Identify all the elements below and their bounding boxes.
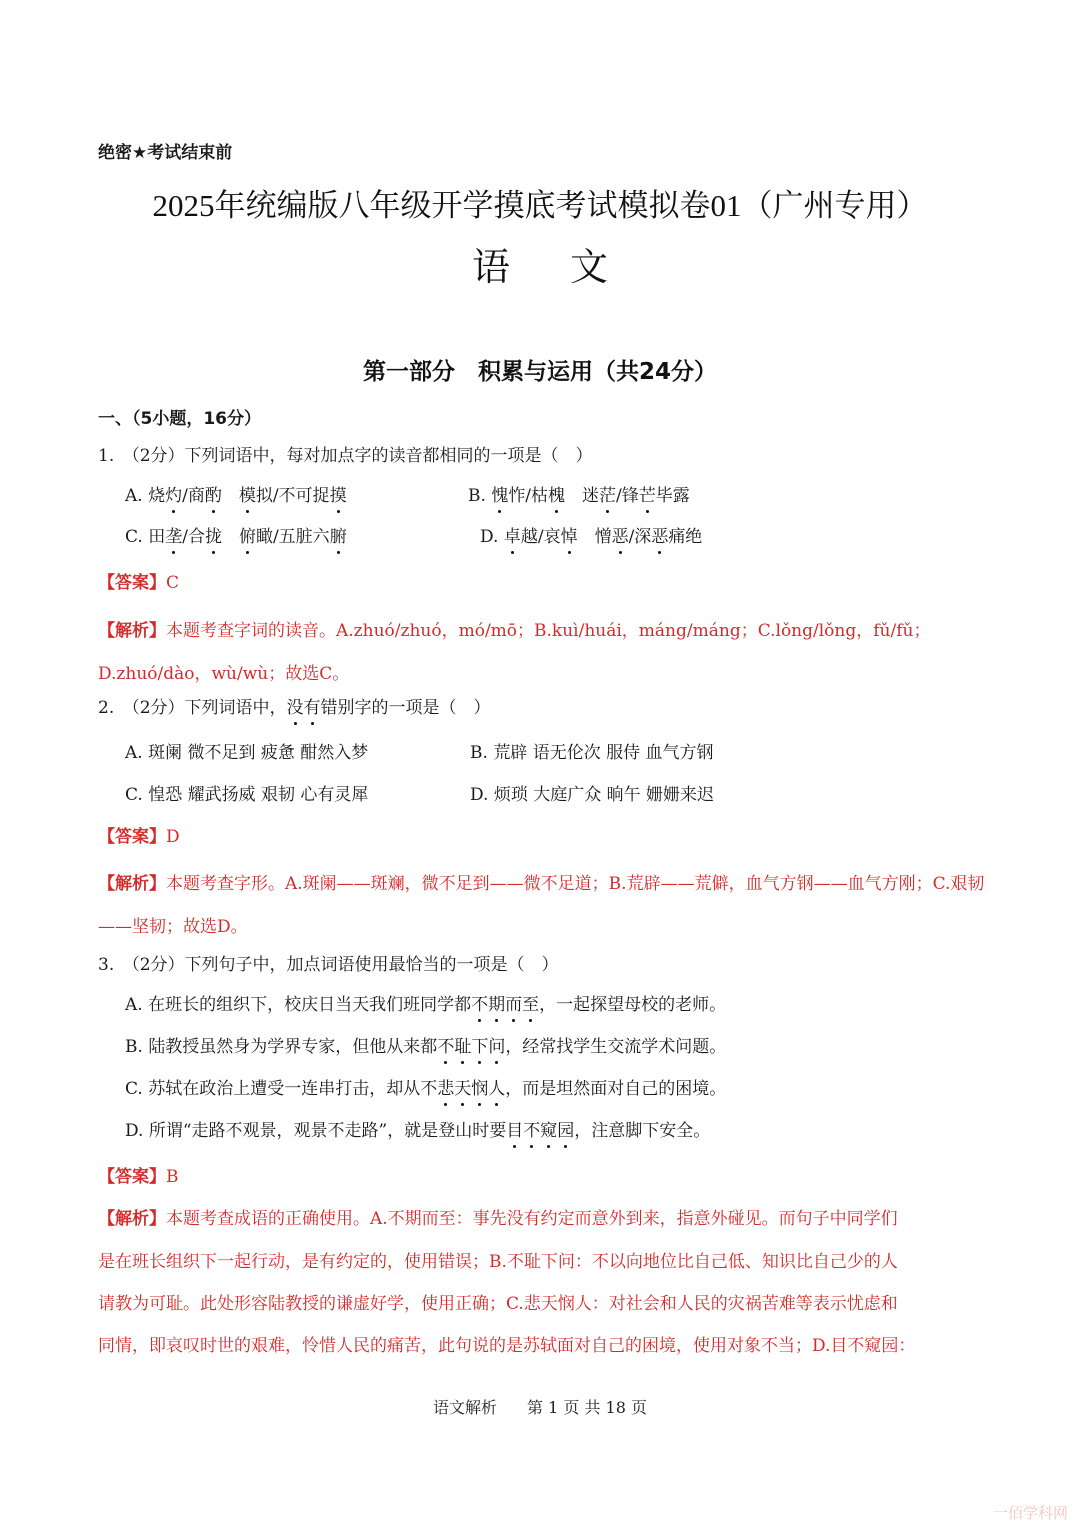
- option-label: B.: [470, 743, 488, 763]
- answer-value: B: [166, 1167, 179, 1187]
- emphasized-char: 而: [505, 990, 522, 1015]
- analysis-text: 本题考查字词的读音。A.zhuó/zhuó，mó/mō；B.kuì/huái，máng/máng；C.lǒng/lǒng，fǔ/fǔ；D.zhuó/dào，wù/wù；故选C。: [98, 621, 931, 684]
- part-title: 第一部分 积累与运用（共24分）: [362, 359, 717, 385]
- subject-title: 语文: [471, 245, 668, 289]
- emphasized-char: 下: [471, 1032, 488, 1057]
- emphasized-char: 悲: [437, 1074, 454, 1099]
- emphasized-char: 不: [523, 1116, 540, 1141]
- question-3-analysis-line-2: 是在班长组织下一起行动，是有约定的，使用错误；B.不耻下问：不以向地位比自己低、知识比自己少的人: [98, 1252, 898, 1272]
- analysis-text: 本题考查成语的正确使用。A.不期而至：事先没有约定而意外到来，指意外碰见。而句子中同学们: [166, 1209, 898, 1229]
- question-3-option-d: D. 所谓“走路不观景，观景不走路”，就是登山时要目不窥园，注意脚下安全。: [125, 1116, 710, 1141]
- analysis-label: 【解析】: [98, 874, 166, 894]
- emphasized-char: 不: [471, 990, 488, 1015]
- emphasized-char: 垄: [165, 522, 182, 547]
- emphasized-char: 耻: [454, 1032, 471, 1057]
- page-footer: [0, 1395, 1080, 1418]
- option-text: 烦琐 大庭广众 晌午 姗姗来迟: [493, 785, 715, 805]
- exam-title: 2025年统编版八年级开学摸底考试模拟卷01（广州专用）: [152, 188, 928, 223]
- question-3-analysis-line-4: 同情，即哀叹时世的艰难，怜惜人民的痛苦，此句说的是苏轼面对自己的困境，使用对象不当；D.目不窥园：: [98, 1336, 916, 1356]
- question-2-option-d: [470, 780, 714, 805]
- analysis-label: 【解析】: [98, 621, 166, 641]
- emphasized-char: 恶: [651, 522, 668, 547]
- emphasized-char: 卓: [504, 522, 521, 547]
- watermark: 一佰学科网: [992, 1504, 1068, 1522]
- option-label: B.: [468, 486, 492, 506]
- question-1-stem: 1. （2分）下列词语中，每对加点字的读音都相同的一项是（ ）: [98, 446, 593, 466]
- question-1-analysis: [98, 610, 988, 696]
- emphasized-char: 园: [557, 1116, 574, 1141]
- emphasized-char: 窥: [540, 1116, 557, 1141]
- emphasized-char: 有: [304, 693, 321, 718]
- question-3-option-b: B. 陆教授虽然身为学界专家，但他从来都不耻下问，经常找学生交流学术问题。: [125, 1032, 726, 1057]
- question-1-option-c: C. 田垄/合拢 俯瞰/五脏六腑: [125, 522, 347, 547]
- emphasized-char: 悼: [561, 522, 578, 547]
- option-text: 荒辟 语无伦次 服侍 血气方钢: [493, 743, 714, 763]
- emphasized-char: 期: [488, 990, 505, 1015]
- question-2-option-a: [125, 738, 368, 763]
- emphasized-char: 人: [488, 1074, 505, 1099]
- analysis-text: 本题考查字形。A.斑阑——斑斓，微不足到——微不足道；B.荒辟——荒僻，血气方钢——血气方刚；C.艰韧——坚韧；故选D。: [98, 874, 985, 937]
- emphasized-char: 摸: [330, 481, 347, 506]
- emphasized-char: 拢: [205, 522, 222, 547]
- emphasized-char: 目: [506, 1116, 523, 1141]
- option-label: A.: [125, 743, 143, 763]
- question-3-analysis-line-3: 请教为可耻。此处形容陆教授的谦虚好学，使用正确；C.悲天悯人：对社会和人民的灾祸苦难等表示忧虑和: [98, 1294, 898, 1314]
- emphasized-char: 模: [239, 481, 256, 506]
- option-label: A.: [125, 486, 149, 506]
- emphasized-char: 茫: [599, 481, 616, 506]
- question-2-answer: [98, 822, 180, 847]
- emphasized-char: 至: [522, 990, 539, 1015]
- question-2-option-c: [125, 780, 368, 805]
- option-label: D.: [125, 1121, 149, 1141]
- answer-label: 【答案】: [98, 573, 166, 593]
- emphasized-char: 没: [287, 693, 304, 718]
- option-label: D.: [470, 785, 489, 805]
- answer-value: C: [166, 573, 180, 593]
- section-title: 一、（5小题，16分）: [98, 409, 261, 429]
- page-number: 第 1 页 共 18 页: [527, 1398, 647, 1417]
- option-label: A.: [125, 995, 149, 1015]
- emphasized-char: 恶: [612, 522, 629, 547]
- emphasized-char: 腑: [330, 522, 347, 547]
- question-1-option-b: B. 愧怍/枯槐 迷茫/锋芒毕露: [468, 481, 690, 506]
- option-label: D.: [480, 527, 504, 547]
- question-2-stem: 2. （2分）下列词语中，没有错别字的一项是（ ）: [98, 693, 491, 718]
- emphasized-char: 不: [437, 1032, 454, 1057]
- emphasized-char: 俯: [239, 522, 256, 547]
- emphasized-char: 灼: [165, 481, 182, 506]
- option-label: C.: [125, 785, 143, 805]
- emphasized-char: 芒: [639, 481, 656, 506]
- emphasized-char: 愧: [491, 481, 508, 506]
- question-2-analysis: [98, 863, 988, 949]
- emphasized-char: 酌: [205, 481, 222, 506]
- option-text: 惶恐 耀武扬威 艰韧 心有灵犀: [148, 785, 369, 805]
- footer-subject: 语文解析: [433, 1398, 498, 1417]
- question-1-option-a: A. 烧灼/商酌 模拟/不可捉摸: [125, 481, 347, 506]
- answer-label: 【答案】: [98, 827, 166, 847]
- confidentiality-notice: 绝密★考试结束前: [98, 143, 233, 163]
- question-3-stem: 3. （2分）下列句子中，加点词语使用最恰当的一项是（ ）: [98, 955, 559, 975]
- option-text: 斑阑 微不足到 疲惫 酣然入梦: [148, 743, 369, 763]
- question-1-option-d: D. 卓越/哀悼 憎恶/深恶痛绝: [480, 522, 702, 547]
- question-3-analysis-line-1: [98, 1204, 898, 1229]
- option-label: C.: [125, 1079, 149, 1099]
- answer-value: D: [166, 827, 180, 847]
- emphasized-char: 天: [454, 1074, 471, 1099]
- emphasized-char: 悯: [471, 1074, 488, 1099]
- emphasized-char: 问: [488, 1032, 505, 1057]
- question-3-answer: [98, 1162, 179, 1187]
- answer-label: 【答案】: [98, 1167, 166, 1187]
- question-3-option-c: C. 苏轼在政治上遭受一连串打击，却从不悲天悯人，而是坦然面对自己的困境。: [125, 1074, 726, 1099]
- option-label: C.: [125, 527, 149, 547]
- analysis-label: 【解析】: [98, 1209, 166, 1229]
- option-label: B.: [125, 1037, 149, 1057]
- question-1-answer: [98, 568, 179, 593]
- question-3-option-a: A. 在班长的组织下，校庆日当天我们班同学都不期而至，一起探望母校的老师。: [125, 990, 726, 1015]
- question-2-option-b: [470, 738, 714, 763]
- emphasized-char: 槐: [548, 481, 565, 506]
